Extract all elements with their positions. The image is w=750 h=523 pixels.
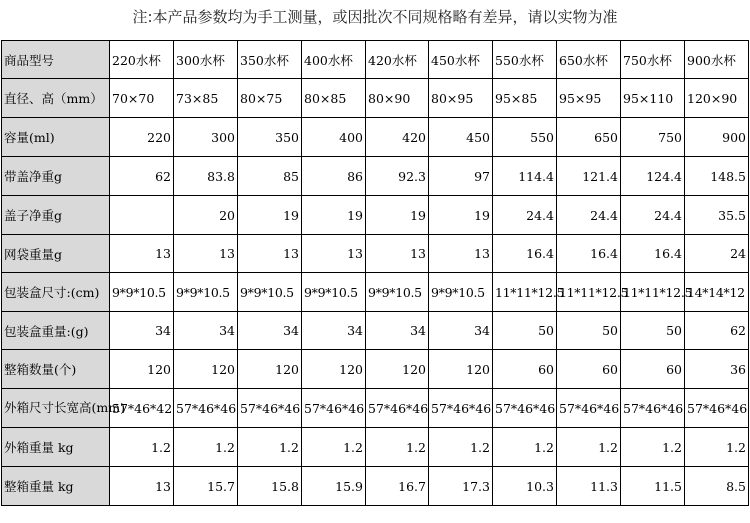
disclaimer-note: 注:本产品参数均为手工测量，或因批次不同规格略有差异，请以实物为准 bbox=[132, 8, 618, 26]
table-cell: 120 bbox=[110, 350, 174, 389]
table-cell: 1.2 bbox=[685, 428, 749, 467]
table-cell: 9*9*10.5 bbox=[429, 273, 493, 312]
model-header-cell: 650水杯 bbox=[557, 41, 621, 79]
table-cell: 1.2 bbox=[621, 428, 685, 467]
table-cell: 57*46*46 bbox=[238, 389, 302, 428]
table-cell: 450 bbox=[429, 118, 493, 157]
table-cell: 57*46*46 bbox=[302, 389, 366, 428]
table-cell: 34 bbox=[174, 312, 238, 350]
table-cell: 95×95 bbox=[557, 79, 621, 118]
table-cell: 15.9 bbox=[302, 467, 366, 506]
model-header-cell: 750水杯 bbox=[621, 41, 685, 79]
table-cell: 34 bbox=[238, 312, 302, 350]
table-cell: 92.3 bbox=[366, 157, 429, 196]
table-cell: 34 bbox=[366, 312, 429, 350]
model-header-cell: 300水杯 bbox=[174, 41, 238, 79]
table-cell: 220 bbox=[110, 118, 174, 157]
table-cell: 120×90 bbox=[685, 79, 749, 118]
row-label: 外箱尺寸长宽高(mm) bbox=[2, 389, 110, 428]
table-row bbox=[2, 157, 749, 196]
row-label: 带盖净重g bbox=[2, 157, 110, 196]
table-cell: 19 bbox=[366, 196, 429, 235]
table-cell: 550 bbox=[493, 118, 557, 157]
table-cell: 20 bbox=[174, 196, 238, 235]
table-cell: 24.4 bbox=[621, 196, 685, 235]
table-cell: 70×70 bbox=[110, 79, 174, 118]
table-cell: 1.2 bbox=[238, 428, 302, 467]
table-cell: 9*9*10.5 bbox=[366, 273, 429, 312]
spec-table bbox=[1, 40, 749, 506]
table-cell: 60 bbox=[557, 350, 621, 389]
table-cell: 19 bbox=[238, 196, 302, 235]
table-cell: 16.4 bbox=[621, 235, 685, 273]
table-cell: 1.2 bbox=[302, 428, 366, 467]
table-cell: 16.4 bbox=[493, 235, 557, 273]
table-cell: 11.5 bbox=[621, 467, 685, 506]
table-cell: 50 bbox=[493, 312, 557, 350]
table-cell: 8.5 bbox=[685, 467, 749, 506]
table-cell: 57*46*46 bbox=[366, 389, 429, 428]
table-cell: 11*11*12.5 bbox=[621, 273, 685, 312]
table-cell: 121.4 bbox=[557, 157, 621, 196]
table-cell: 13 bbox=[302, 235, 366, 273]
table-cell: 36 bbox=[685, 350, 749, 389]
table-row bbox=[2, 196, 749, 235]
table-cell: 86 bbox=[302, 157, 366, 196]
table-cell: 124.4 bbox=[621, 157, 685, 196]
table-cell: 13 bbox=[110, 235, 174, 273]
model-header-cell: 900水杯 bbox=[685, 41, 749, 79]
table-cell: 95×85 bbox=[493, 79, 557, 118]
table-cell: 16.7 bbox=[366, 467, 429, 506]
table-cell: 57*46*46 bbox=[493, 389, 557, 428]
table-row bbox=[2, 79, 749, 118]
table-cell: 13 bbox=[429, 235, 493, 273]
table-cell: 24.4 bbox=[557, 196, 621, 235]
table-cell: 11*11*12.5 bbox=[557, 273, 621, 312]
table-cell: 120 bbox=[366, 350, 429, 389]
table-cell: 1.2 bbox=[557, 428, 621, 467]
table-cell: 120 bbox=[174, 350, 238, 389]
table-cell: 13 bbox=[238, 235, 302, 273]
table-cell: 1.2 bbox=[110, 428, 174, 467]
row-label: 整箱数量(个) bbox=[2, 350, 110, 389]
table-cell: 35.5 bbox=[685, 196, 749, 235]
table-cell bbox=[110, 196, 174, 235]
row-label: 整箱重量 kg bbox=[2, 467, 110, 506]
model-header-cell: 450水杯 bbox=[429, 41, 493, 79]
table-cell: 300 bbox=[174, 118, 238, 157]
table-row bbox=[2, 467, 749, 506]
model-header-cell: 400水杯 bbox=[302, 41, 366, 79]
row-label: 直径、高（mm） bbox=[2, 79, 110, 118]
table-row bbox=[2, 312, 749, 350]
table-cell: 19 bbox=[302, 196, 366, 235]
table-cell: 148.5 bbox=[685, 157, 749, 196]
table-cell: 1.2 bbox=[429, 428, 493, 467]
table-cell: 13 bbox=[174, 235, 238, 273]
table-cell: 24.4 bbox=[493, 196, 557, 235]
table-cell: 120 bbox=[238, 350, 302, 389]
table-row bbox=[2, 273, 749, 312]
table-cell: 15.7 bbox=[174, 467, 238, 506]
table-cell: 11.3 bbox=[557, 467, 621, 506]
table-cell: 57*46*46 bbox=[621, 389, 685, 428]
table-cell: 19 bbox=[429, 196, 493, 235]
table-cell: 57*46*46 bbox=[429, 389, 493, 428]
row-label: 包装盒尺寸:(cm) bbox=[2, 273, 110, 312]
table-cell: 95×110 bbox=[621, 79, 685, 118]
table-cell: 24 bbox=[685, 235, 749, 273]
header-label: 商品型号 bbox=[2, 41, 110, 79]
table-cell: 650 bbox=[557, 118, 621, 157]
table-cell: 750 bbox=[621, 118, 685, 157]
table-cell: 60 bbox=[493, 350, 557, 389]
table-cell: 900 bbox=[685, 118, 749, 157]
table-cell: 34 bbox=[110, 312, 174, 350]
table-cell: 97 bbox=[429, 157, 493, 196]
table-cell: 1.2 bbox=[174, 428, 238, 467]
table-cell: 120 bbox=[302, 350, 366, 389]
table-cell: 15.8 bbox=[238, 467, 302, 506]
row-label: 网袋重量g bbox=[2, 235, 110, 273]
table-cell: 350 bbox=[238, 118, 302, 157]
table-cell: 114.4 bbox=[493, 157, 557, 196]
table-cell: 13 bbox=[366, 235, 429, 273]
table-cell: 120 bbox=[429, 350, 493, 389]
table-row bbox=[2, 350, 749, 389]
row-label: 外箱重量 kg bbox=[2, 428, 110, 467]
table-cell: 13 bbox=[110, 467, 174, 506]
model-header-cell: 220水杯 bbox=[110, 41, 174, 79]
table-cell: 80×75 bbox=[238, 79, 302, 118]
table-cell: 57*46*46 bbox=[174, 389, 238, 428]
table-cell: 62 bbox=[110, 157, 174, 196]
table-cell: 80×95 bbox=[429, 79, 493, 118]
table-cell: 10.3 bbox=[493, 467, 557, 506]
table-row bbox=[2, 118, 749, 157]
table-cell: 9*9*10.5 bbox=[238, 273, 302, 312]
table-row bbox=[2, 389, 749, 428]
table-cell: 9*9*10.5 bbox=[174, 273, 238, 312]
table-cell: 57*46*42 bbox=[110, 389, 174, 428]
table-cell: 57*46*46 bbox=[685, 389, 749, 428]
table-row bbox=[2, 235, 749, 273]
table-cell: 50 bbox=[557, 312, 621, 350]
table-cell: 62 bbox=[685, 312, 749, 350]
header-row bbox=[2, 41, 749, 79]
row-label: 容量(ml) bbox=[2, 118, 110, 157]
table-row bbox=[2, 428, 749, 467]
table-cell: 17.3 bbox=[429, 467, 493, 506]
table-cell: 34 bbox=[429, 312, 493, 350]
table-cell: 11*11*12.5 bbox=[493, 273, 557, 312]
model-header-cell: 420水杯 bbox=[366, 41, 429, 79]
table-cell: 16.4 bbox=[557, 235, 621, 273]
model-header-cell: 350水杯 bbox=[238, 41, 302, 79]
table-cell: 420 bbox=[366, 118, 429, 157]
table-cell: 34 bbox=[302, 312, 366, 350]
table-cell: 85 bbox=[238, 157, 302, 196]
row-label: 盖子净重g bbox=[2, 196, 110, 235]
table-cell: 73×85 bbox=[174, 79, 238, 118]
model-header-cell: 550水杯 bbox=[493, 41, 557, 79]
row-label: 包装盒重量:(g) bbox=[2, 312, 110, 350]
table-cell: 14*14*12 bbox=[685, 273, 749, 312]
table-cell: 80×90 bbox=[366, 79, 429, 118]
table-cell: 9*9*10.5 bbox=[110, 273, 174, 312]
table-cell: 400 bbox=[302, 118, 366, 157]
table-cell: 80×85 bbox=[302, 79, 366, 118]
table-cell: 83.8 bbox=[174, 157, 238, 196]
table-cell: 50 bbox=[621, 312, 685, 350]
table-cell: 60 bbox=[621, 350, 685, 389]
table-cell: 9*9*10.5 bbox=[302, 273, 366, 312]
table-cell: 1.2 bbox=[366, 428, 429, 467]
table-cell: 57*46*46 bbox=[557, 389, 621, 428]
table-cell: 1.2 bbox=[493, 428, 557, 467]
